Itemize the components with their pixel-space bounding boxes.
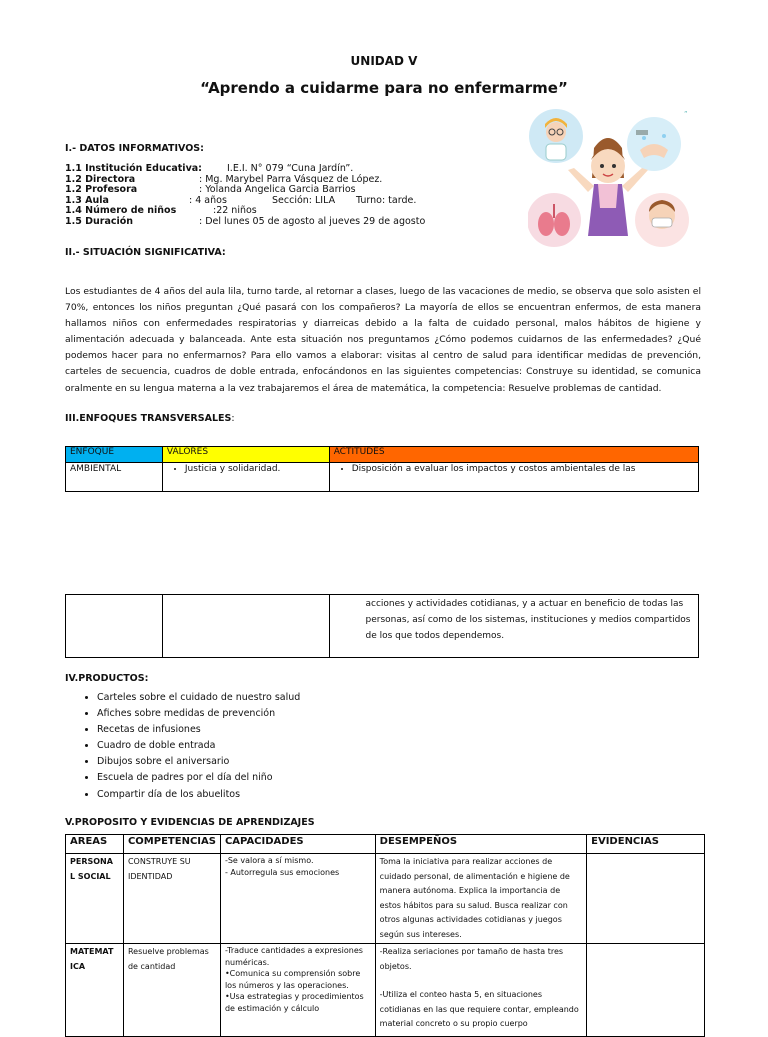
proposito-header-row <box>66 835 705 854</box>
enfoque-header: ENFOQUE <box>66 447 163 463</box>
actitud-item: • Disposición a evaluar los impactos y costos ambientales de las <box>352 464 694 474</box>
area-cell: MATEMAT ICA <box>66 944 124 1037</box>
enfoque-cell-empty <box>66 595 163 658</box>
capacidades-cell: -Se valora a sí mismo. - Autorregula sus emociones <box>220 854 375 944</box>
datos-value: : Del lunes 05 de agosto al jueves 29 de agosto <box>199 215 426 227</box>
list-item: • Recetas de infusiones <box>97 722 300 738</box>
list-item: • Carteles sobre el cuidado de nuestro salud <box>97 690 300 706</box>
datos-value: I.E.I. N° 079 “Cuna Jardín”. <box>227 163 354 174</box>
valor-item: • Justicia y solidaridad. <box>185 464 325 474</box>
table-row <box>66 463 699 492</box>
valores-header: VALORES <box>162 447 329 463</box>
enfoques-heading <box>65 413 235 424</box>
enfoques-table <box>65 446 699 492</box>
evidencias-cell <box>587 944 705 1037</box>
competencias-header: COMPETENCIAS <box>123 835 220 854</box>
competencia-cell: CONSTRUYE SU IDENTIDAD <box>123 854 220 944</box>
document-title: “Aprendo a cuidarme para no enfermarme” <box>200 79 568 97</box>
unit-title: UNIDAD V <box>350 54 418 68</box>
datos-label: 1.5 Duración <box>65 215 134 227</box>
enfoque-cell: AMBIENTAL <box>66 463 163 492</box>
actitud-cell <box>329 463 698 492</box>
productos-heading: IV.PRODUCTOS: <box>65 673 149 684</box>
areas-header: AREAS <box>66 835 124 854</box>
situacion-heading: II.- SITUACIÓN SIGNIFICATIVA: <box>65 247 226 258</box>
datos-value: : Yolanda Angelica Garcia Barrios <box>199 184 356 196</box>
list-item: • Afiches sobre medidas de prevención <box>97 706 300 722</box>
datos-label: 1.1 Institución Educativa: <box>65 163 202 174</box>
area-cell: PERSONA L SOCIAL <box>66 854 124 944</box>
list-item: • Compartir día de los abuelitos <box>97 787 300 803</box>
list-item: • Escuela de padres por el día del niño <box>97 770 300 786</box>
actitudes-header: ACTITUDES <box>329 447 698 463</box>
competencia-cell: Resuelve problemas de cantidad <box>123 944 220 1037</box>
datos-value: :22 niños <box>213 205 257 217</box>
list-item: • Dibujos sobre el aniversario <box>97 754 300 770</box>
desempenos-cell: Toma la iniciativa para realizar acciones de cuidado personal, de alimentación e higiene de manera autónoma. Explica la importancia de estos hábitos para su salud. Busca realizar con otros algunas actividades cotidianas y juegos según sus intereses. <box>375 854 586 944</box>
datos-label: 1.3 Aula <box>65 194 109 206</box>
list-item: • Cuadro de doble entrada <box>97 738 300 754</box>
datos-value: : Mg. Marybel Parra Vásquez de López. <box>199 173 383 185</box>
desempenos-cell <box>375 944 586 1037</box>
table-row <box>66 944 705 1037</box>
evidencias-cell <box>587 854 705 944</box>
enfoques-heading-colon: : <box>231 413 235 424</box>
datos-turno: Turno: tarde. <box>356 194 417 206</box>
enfoques-table-continued <box>65 594 699 658</box>
datos-heading: I.- DATOS INFORMATIVOS: <box>65 143 204 154</box>
datos-label: 1.2 Directora <box>65 173 136 185</box>
enfoques-heading-text: III.ENFOQUES TRANSVERSALES <box>65 413 232 424</box>
datos-seccion: Sección: LILA <box>272 194 336 206</box>
table-row <box>66 854 705 944</box>
valor-cell <box>162 463 329 492</box>
datos-label: 1.2 Profesora <box>65 184 138 196</box>
desempeno-item: -Realiza seriaciones por tamaño de hasta tres objetos. <box>379 947 564 971</box>
capacidades-cell: -Traduce cantidades a expresiones numéricas. •Comunica su comprensión sobre los números y las operaciones. •Usa estrategias y procedimientos de estimación y cálculo <box>220 944 375 1037</box>
capacidades-header: CAPACIDADES <box>220 835 375 854</box>
datos-value: : 4 años <box>189 194 227 206</box>
health-illustration <box>528 108 700 252</box>
actitud-cell-continued: acciones y actividades cotidianas, y a actuar en beneficio de todas las personas, así como de los sistemas, instituciones y medios compartidos de los que todos dependemos. <box>329 595 698 658</box>
evidencias-header: EVIDENCIAS <box>587 835 705 854</box>
productos-section <box>65 673 300 803</box>
proposito-table <box>65 834 705 1037</box>
svg-text:”: ” <box>684 110 688 118</box>
proposito-heading: V.PROPOSITO Y EVIDENCIAS DE APRENDIZAJES <box>65 817 315 828</box>
productos-list <box>65 690 300 803</box>
table-row <box>66 595 699 658</box>
valor-cell-empty <box>162 595 329 658</box>
situacion-text: Los estudiantes de 4 años del aula lila, turno tarde, al retornar a clases, luego de las vacaciones de medio, se observa que solo asisten el 70%, entonces los niños preguntan ¿Qué pasará con los compañeros? La mayoría de ellos se encuentran enfermos, de esta manera hallamos niños con enfermedades respiratorias y diarreicas debido a la falta de cuidado personal, malos hábitos de higiene y alimentación adecuada y balanceada. Ante esta situación nos preguntamos ¿Cómo podemos cuidarnos de las enfermedades? ¿Qué podemos hacer para no enfermarnos? Para ello vamos a elaborar: visitas al centro de salud para identificar medidas de prevención, carteles de secuencia, cuadros de doble entrada, enfocándonos en las siguientes competencias: Construye su identidad, se comunica oralmente en su lengua materna a la vez trabajaremos el área de matemática, la competencia: Resuelve problemas de cantidad. <box>65 286 701 394</box>
enfoques-header-row <box>66 447 699 463</box>
desempeno-item: -Utiliza el conteo hasta 5, en situaciones cotidianas en las que requiere contar, empleando material concreto o su propio cuerpo <box>379 990 579 1028</box>
datos-label: 1.4 Número de niños <box>65 205 177 217</box>
desempenos-header: DESEMPEÑOS <box>375 835 586 854</box>
